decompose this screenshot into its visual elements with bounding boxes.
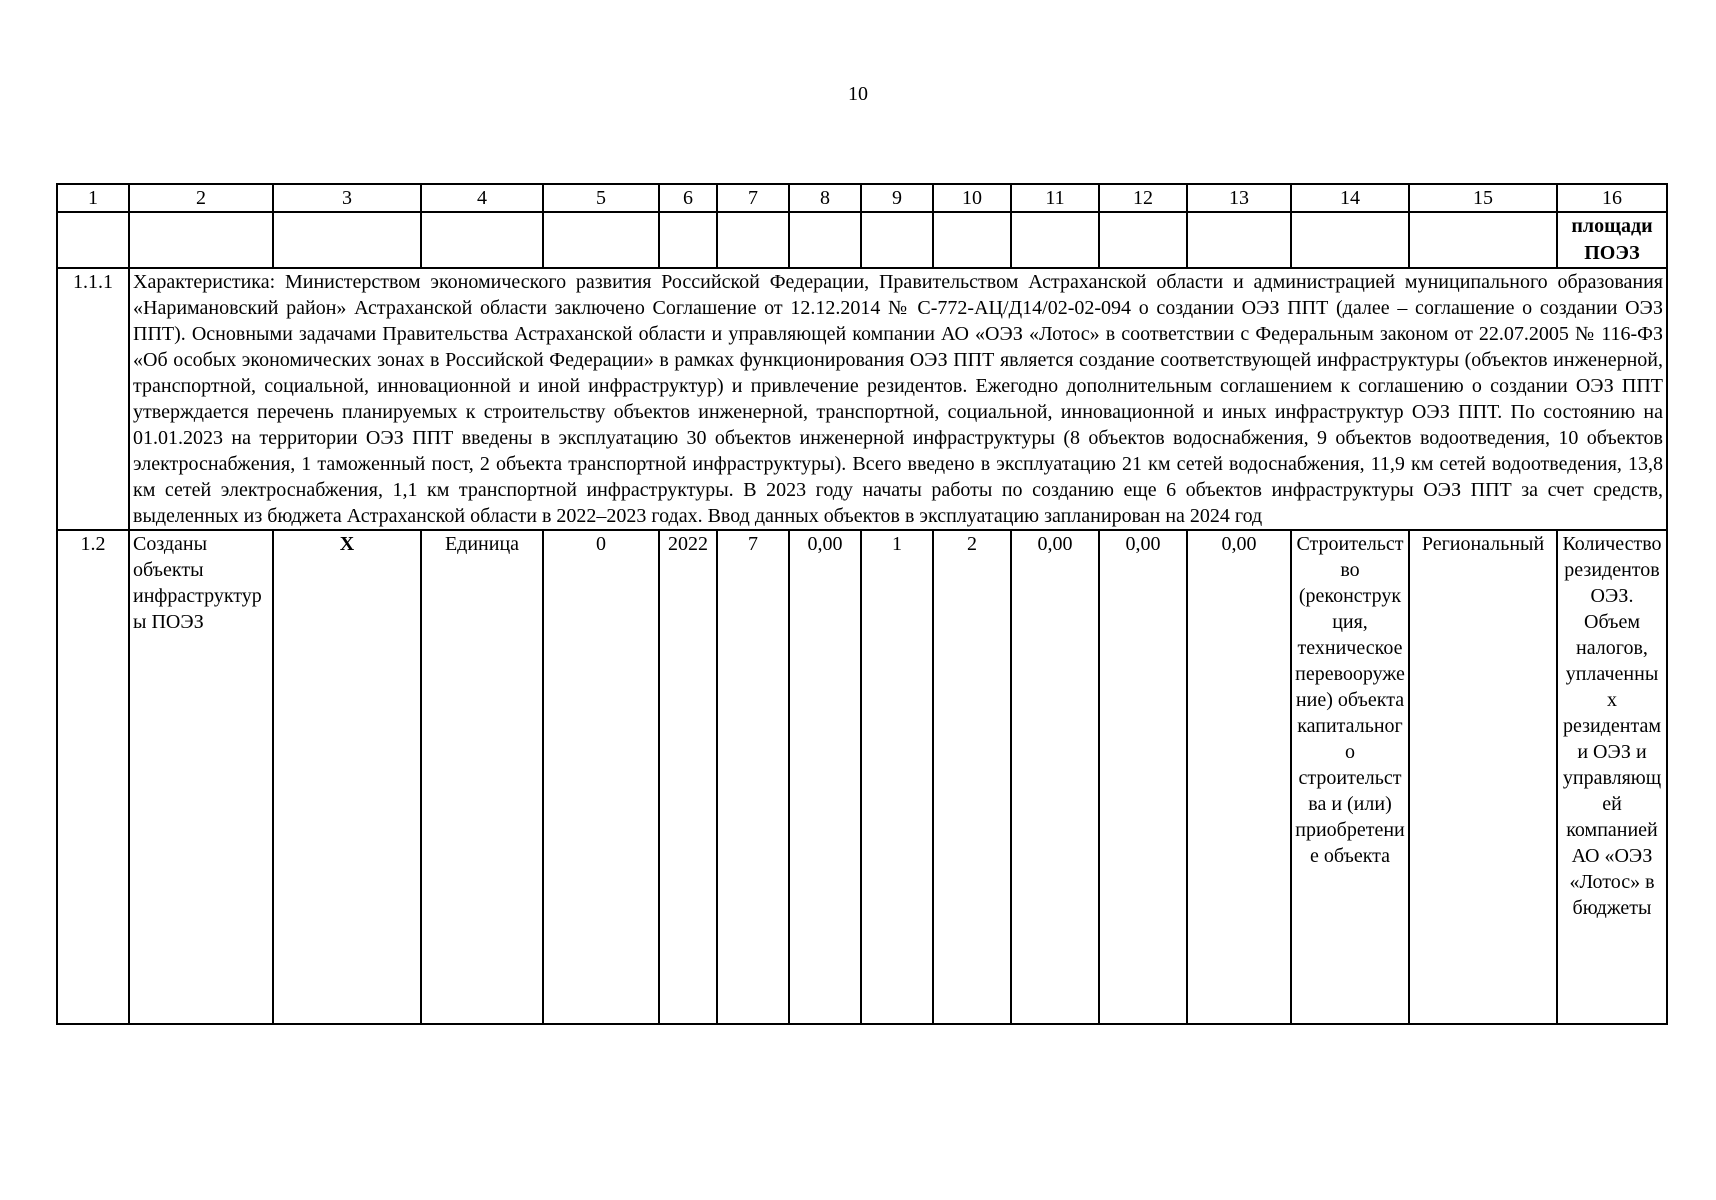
- cell-8: 0,00: [789, 530, 861, 1024]
- result-type-cell: Строительство (реконструкция, техническое перевооружение) объекта капитального строительства и (или) приобретение объекта: [1291, 530, 1409, 1024]
- cell-11: 0,00: [1011, 530, 1099, 1024]
- cell: [543, 212, 659, 268]
- cell: [1099, 212, 1187, 268]
- column-header-16: 16: [1557, 184, 1667, 212]
- cell: [717, 212, 789, 268]
- column-header-1: 1: [57, 184, 129, 212]
- cell: [57, 212, 129, 268]
- row-number: 1.2: [57, 530, 129, 1024]
- column-header-13: 13: [1187, 184, 1291, 212]
- cell-7: 7: [717, 530, 789, 1024]
- continuation-cell-16: площади ПОЭЗ: [1557, 212, 1667, 268]
- cell-3: Х: [273, 530, 421, 1024]
- page-number: 10: [848, 83, 868, 105]
- column-header-7: 7: [717, 184, 789, 212]
- column-header-11: 11: [1011, 184, 1099, 212]
- cell: [421, 212, 543, 268]
- indicators-table: [56, 183, 1668, 1025]
- column-header-3: 3: [273, 184, 421, 212]
- base-value-cell: 0: [543, 530, 659, 1024]
- cell: [1291, 212, 1409, 268]
- column-number-row: [57, 184, 1667, 212]
- level-cell: Региональный: [1409, 530, 1557, 1024]
- column-header-8: 8: [789, 184, 861, 212]
- cell-9: 1: [861, 530, 933, 1024]
- cell: [861, 212, 933, 268]
- cell: [1011, 212, 1099, 268]
- cell: [129, 212, 273, 268]
- cell-12: 0,00: [1099, 530, 1187, 1024]
- cell-10: 2: [933, 530, 1011, 1024]
- column-header-2: 2: [129, 184, 273, 212]
- cell-13: 0,00: [1187, 530, 1291, 1024]
- result-name: Созданы объекты инфраструктуры ПОЭЗ: [129, 530, 273, 1024]
- column-header-15: 15: [1409, 184, 1557, 212]
- column-header-10: 10: [933, 184, 1011, 212]
- cell: [789, 212, 861, 268]
- column-header-14: 14: [1291, 184, 1409, 212]
- cell: [933, 212, 1011, 268]
- continuation-row: [57, 212, 1667, 268]
- cell: [273, 212, 421, 268]
- unit-cell: Единица: [421, 530, 543, 1024]
- cell: [1187, 212, 1291, 268]
- linked-indicator-cell: Количество резидентов ОЭЗ. Объем налогов, уплаченных резидентами ОЭЗ и управляющей компанией АО «ОЭЗ «Лотос» в бюджеты: [1557, 530, 1667, 1024]
- cell: [659, 212, 717, 268]
- characteristic-row: [57, 268, 1667, 530]
- row-number: 1.1.1: [57, 268, 129, 530]
- column-header-5: 5: [543, 184, 659, 212]
- column-header-4: 4: [421, 184, 543, 212]
- cell: [1409, 212, 1557, 268]
- column-header-6: 6: [659, 184, 717, 212]
- characteristic-text: Характеристика: Министерством экономического развития Российской Федерации, Правительством Астраханской области и администрацией муниципального образования «Наримановский район» Астраханской области заключено Соглашение от 12.12.2014 № С-772-АЦ/Д14/02-02-094 о создании ОЭЗ ППТ (далее – соглашение о создании ОЭЗ ППТ). Основными задачами Правительства Астраханской области и управляющей компании АО «ОЭЗ «Лотос» в соответствии с Федеральным законом от 22.07.2005 № 116-ФЗ «Об особых экономических зонах в Российской Федерации» в рамках функционирования ОЭЗ ППТ является создание соответствующей инфраструктуры (объектов инженерной, транспортной, социальной, инновационной и иной инфраструктур) и привлечение резидентов. Ежегодно дополнительным соглашением к соглашению о создании ОЭЗ ППТ утверждается перечень планируемых к строительству объектов инженерной, транспортной, социальной, инновационной и иных инфраструктур ОЭЗ ППТ. По состоянию на 01.01.2023 на территории ОЭЗ ППТ введены в эксплуатацию 30 объектов инженерной инфраструктуры (8 объектов водоснабжения, 9 объектов водоотведения, 10 объектов электроснабжения, 1 таможенный пост, 2 объекта транспортной инфраструктуры). Всего введено в эксплуатацию 21 км сетей водоснабжения, 11,9 км сетей водоотведения, 13,8 км сетей электроснабжения, 1,1 км транспортной инфраструктуры. В 2023 году начаты работы по созданию еще 6 объектов инфраструктуры ОЭЗ ППТ за счет средств, выделенных из бюджета Астраханской области в 2022–2023 годах. Ввод данных объектов в эксплуатацию запланирован на 2024 год: [129, 268, 1667, 530]
- column-header-9: 9: [861, 184, 933, 212]
- column-header-12: 12: [1099, 184, 1187, 212]
- table-row: [57, 530, 1667, 1024]
- base-year-cell: 2022: [659, 530, 717, 1024]
